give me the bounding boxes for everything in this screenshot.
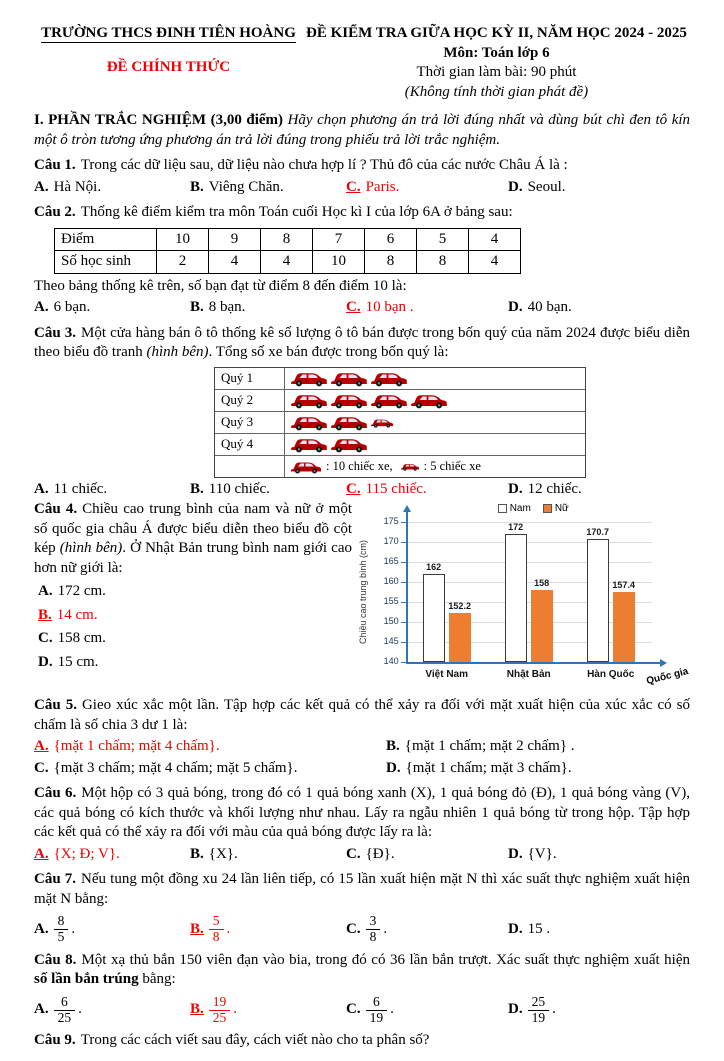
x-tick-label: Việt Nam — [425, 669, 468, 680]
bar-nam — [505, 534, 527, 662]
table-cell: Số học sinh — [55, 251, 157, 274]
option-letter: D. — [508, 1001, 523, 1018]
question-1-text-row — [34, 156, 690, 176]
question-3 — [34, 324, 690, 500]
question-2-question: Theo bảng thống kê trên, số bạn đạt từ điểm 8 đến điểm 10 là: — [34, 277, 407, 294]
option-d — [508, 298, 690, 318]
option-suffix: . — [552, 1001, 556, 1018]
small-car-icon — [400, 462, 420, 471]
option-c — [346, 298, 508, 318]
y-tick-label: 160 — [383, 576, 399, 586]
fraction — [528, 995, 550, 1026]
option-letter: C. — [34, 759, 49, 776]
y-tick-label: 165 — [383, 556, 399, 566]
pictogram-row-icons — [285, 434, 585, 455]
question-9 — [34, 1031, 690, 1051]
question-label: Câu 7. — [34, 871, 77, 887]
question-8-text-row — [34, 951, 690, 990]
question-label: Câu 2. — [34, 204, 76, 220]
option-a — [34, 178, 190, 198]
option-a — [34, 845, 190, 865]
question-label: Câu 9. — [34, 1032, 76, 1049]
fraction — [366, 995, 388, 1026]
option-a — [34, 914, 190, 945]
question-text: Trong các dữ liệu sau, dữ liệu nào chưa hợp lí ? Thủ đô của các nước Châu Á là : — [80, 157, 568, 173]
bar-nữ — [449, 613, 471, 662]
bar-value-label: 157.4 — [612, 580, 635, 591]
bar-value-label: 152.2 — [448, 601, 471, 612]
car-icon — [290, 435, 328, 453]
option-letter: C. — [346, 480, 361, 497]
question-7-text-row — [34, 870, 690, 909]
question-label: Câu 3. — [34, 324, 76, 341]
small-car-icon — [370, 417, 394, 428]
table-cell: 8 — [261, 228, 313, 251]
question-text: Trong các cách viết sau đây, cách viết nào cho ta phân số? — [80, 1032, 430, 1049]
option-text: Seoul. — [527, 178, 566, 195]
option-a — [34, 737, 386, 757]
question-8 — [34, 951, 690, 1026]
table-cell: 6 — [365, 228, 417, 251]
pictogram-row — [215, 368, 585, 390]
option-letter: A. — [34, 480, 49, 497]
table-cell: 5 — [417, 228, 469, 251]
y-tick-label: 175 — [383, 516, 399, 526]
bar-value-label: 158 — [534, 578, 550, 588]
section-instructions: Hãy chọn phương án trả lời đúng nhất và dùng bút chì đen tô kín một ô tròn tương ứng phương án trả lời đúng trong phiếu trả lời trắc nghiệm. — [34, 112, 691, 148]
option-c — [346, 178, 508, 198]
option-letter: D. — [508, 920, 523, 937]
question-text: Một cửa hàng bán ô tô thống kê số lượng ô tô bán được trong bốn quý của năm 2024 được biểu diễn theo biểu đồ tranh — [34, 324, 690, 360]
note-line: (Không tính thời gian phát đề) — [404, 83, 589, 100]
bar-value-label: 162 — [426, 562, 442, 572]
question-5 — [34, 696, 690, 778]
option-a — [34, 995, 190, 1026]
option-letter: B. — [190, 299, 204, 315]
option-c — [346, 480, 508, 500]
option-letter: D. — [508, 178, 523, 195]
option-text: 15 cm. — [57, 653, 99, 670]
option-letter: D. — [508, 480, 523, 497]
option-d — [508, 845, 690, 865]
option-text: {mặt 1 chấm; mặt 4 chấm}. — [53, 738, 220, 754]
fraction-numerator: 19 — [209, 995, 231, 1011]
question-2 — [34, 203, 690, 318]
bar-value-label: 172 — [508, 522, 524, 532]
car-icon — [330, 435, 368, 453]
question-label: Câu 5. — [34, 697, 77, 713]
question-6-text-row — [34, 784, 690, 843]
x-tick-label: Hàn Quốc — [587, 669, 635, 680]
option-d — [508, 920, 690, 940]
chart-legend — [498, 502, 569, 515]
fraction-denominator: 5 — [57, 928, 65, 944]
pictogram-row-label: Quý 2 — [215, 390, 285, 411]
question-label: Câu 1. — [34, 157, 76, 173]
bar-nam — [423, 574, 445, 662]
legend-label: Nữ — [554, 503, 569, 514]
option-letter: D. — [508, 299, 523, 315]
option-b — [190, 178, 346, 198]
pictogram-row-icons — [285, 368, 585, 389]
pictogram-chart — [214, 367, 586, 478]
school-name-text: TRƯỜNG THCS ĐINH TIÊN HOÀNG — [41, 25, 296, 41]
option-letter: A. — [34, 1001, 49, 1018]
pictogram-legend-text: : 10 chiếc xe, — [326, 458, 393, 473]
pictogram-legend-text: : 5 chiếc xe — [423, 458, 481, 473]
option-letter: B. — [190, 845, 204, 862]
table-cell: 9 — [209, 228, 261, 251]
option-text: Viêng Chăn. — [208, 178, 284, 195]
bar-chart-plot — [370, 502, 692, 690]
y-tick-label: 150 — [383, 616, 399, 626]
question-text-italic: (hình bên) — [59, 540, 123, 556]
legend-swatch — [498, 504, 507, 513]
y-tick-label: 170 — [383, 536, 399, 546]
question-text: Gieo xúc xắc một lần. Tập hợp các kết quả có thể xảy ra đối với mặt xuất hiện của xúc xắc có số chấm là số chia 3 dư 1 là: — [34, 697, 690, 733]
option-letter: C. — [38, 630, 53, 646]
question-3-options — [34, 480, 690, 500]
exam-title: ĐỀ KIỂM TRA GIỮA HỌC KỲ II, NĂM HỌC 2024 - 2025 — [306, 25, 687, 41]
question-text: . Ở Nhật Bản trung bình nam giới cao hơn nữ giới là: — [34, 540, 352, 576]
fraction-numerator: 6 — [54, 995, 76, 1011]
table-row — [55, 251, 521, 274]
question-text: Một xạ thủ bắn 150 viên đạn vào bia, trong đó có 36 lần bắn trượt. Xác suất thực nghiệm xuất hiện — [81, 951, 690, 968]
option-c — [346, 914, 508, 945]
fraction-denominator: 25 — [57, 1009, 72, 1025]
fraction — [366, 914, 381, 945]
option-d — [34, 653, 352, 673]
option-letter: A. — [34, 738, 49, 754]
option-b — [190, 995, 346, 1026]
option-letter: A. — [34, 178, 49, 195]
option-letter: C. — [346, 1001, 361, 1018]
option-suffix: . — [78, 1001, 82, 1018]
fraction-denominator: 19 — [369, 1009, 384, 1025]
bar-chart — [352, 500, 692, 690]
fraction-numerator: 25 — [528, 995, 550, 1011]
question-text: Chiều cao trung bình của nam và nữ ở một số quốc gia châu Á được biểu diễn theo biểu đồ cột kép — [34, 501, 352, 556]
option-letter: A. — [38, 583, 53, 599]
gridline — [406, 542, 652, 543]
fraction-denominator: 25 — [212, 1009, 227, 1025]
question-4-text-row — [34, 500, 352, 578]
fraction-denominator: 8 — [369, 928, 377, 944]
fraction-denominator: 19 — [531, 1009, 546, 1025]
option-text: {mặt 3 chấm; mặt 4 chấm; mặt 5 chấm}. — [53, 759, 298, 776]
option-a — [34, 298, 190, 318]
option-letter: C. — [346, 920, 361, 937]
y-tick-label: 140 — [383, 656, 399, 666]
question-3-text-row — [34, 324, 690, 363]
pictogram-legend-spacer — [215, 456, 285, 477]
option-text: 40 bạn. — [527, 299, 572, 315]
table-cell: 7 — [313, 228, 365, 251]
question-text: Nếu tung một đồng xu 24 lần liên tiếp, có 15 lần xuất hiện mặt N thì xác suất thực nghiệm xuất hiện mặt N bằng: — [34, 871, 690, 907]
question-label: Câu 8. — [34, 951, 77, 968]
table-cell: 10 — [313, 251, 365, 274]
bar-value-label: 170.7 — [586, 527, 609, 538]
option-letter: B. — [190, 1001, 204, 1018]
chart-x-axis-label: Quốc gia — [644, 665, 690, 688]
table-cell: 8 — [417, 251, 469, 274]
table-cell: Điểm — [55, 228, 157, 251]
option-a — [34, 582, 352, 602]
option-suffix: . — [390, 1001, 394, 1018]
option-c — [346, 845, 508, 865]
option-letter: A. — [34, 920, 49, 937]
fraction — [209, 995, 231, 1026]
option-a — [34, 480, 190, 500]
option-suffix: . — [226, 920, 231, 937]
bar-nam — [587, 539, 609, 662]
pictogram-row-icons — [285, 412, 585, 433]
legend-item — [543, 502, 569, 515]
question-label: Câu 6. — [34, 785, 77, 801]
option-text: {V}. — [527, 845, 557, 862]
question-2-intro — [34, 203, 690, 223]
pictogram-legend-items — [285, 456, 585, 477]
x-tick-label: Nhật Bản — [506, 669, 551, 680]
exam-header — [34, 24, 690, 102]
car-icon — [370, 369, 408, 387]
question-1 — [34, 156, 690, 197]
big-car-icon — [290, 459, 322, 474]
option-letter: B. — [190, 178, 204, 195]
option-text: {mặt 1 chấm; mặt 2 chấm} . — [404, 738, 575, 754]
question-text-bold: số lần bắn trúng — [34, 971, 139, 988]
question-6-options — [34, 845, 690, 865]
car-icon — [330, 413, 368, 431]
question-2-options — [34, 298, 690, 318]
bar-nữ — [613, 592, 635, 662]
option-d — [508, 480, 690, 500]
y-tick-label: 155 — [383, 596, 399, 606]
option-suffix: . — [233, 1001, 238, 1018]
duration-line: Thời gian làm bài: 90 phút — [416, 64, 577, 80]
header-right-column — [303, 24, 690, 102]
option-letter: C. — [346, 845, 361, 862]
fraction-denominator: 8 — [212, 928, 220, 944]
option-letter: C. — [346, 178, 361, 195]
option-text: 6 bạn. — [53, 299, 91, 315]
option-letter: D. — [386, 759, 401, 776]
table-cell: 4 — [469, 228, 521, 251]
legend-swatch — [543, 504, 552, 513]
option-letter: B. — [386, 738, 400, 754]
pictogram-row-icons — [285, 390, 585, 411]
option-suffix: . — [71, 920, 76, 937]
option-letter: A. — [34, 299, 49, 315]
option-letter: D. — [508, 845, 523, 862]
question-label: Câu 4. — [34, 501, 78, 517]
option-text: 115 chiếc. — [365, 480, 427, 497]
option-c — [34, 629, 352, 649]
option-text: 15 . — [527, 920, 551, 937]
car-icon — [290, 413, 328, 431]
pictogram-row-label: Quý 4 — [215, 434, 285, 455]
option-text: 8 bạn. — [208, 299, 246, 315]
option-letter: A. — [34, 845, 49, 862]
question-1-options — [34, 178, 690, 198]
fraction-numerator: 5 — [209, 914, 224, 930]
legend-label: Nam — [509, 503, 531, 514]
car-icon — [330, 391, 368, 409]
question-text-italic: (hình bên) — [146, 344, 209, 360]
option-text: {Đ}. — [365, 845, 395, 862]
car-icon — [410, 391, 448, 409]
question-5-text-row — [34, 696, 690, 735]
pictogram-row — [215, 434, 585, 456]
option-b — [386, 737, 690, 757]
option-text: 10 bạn . — [365, 299, 414, 315]
car-icon — [290, 391, 328, 409]
question-5-options — [34, 737, 690, 778]
option-c — [346, 995, 508, 1026]
pictogram-row — [215, 412, 585, 434]
car-icon — [370, 391, 408, 409]
option-text: {X}. — [208, 845, 238, 862]
option-letter: B. — [190, 920, 204, 937]
section-points: (3,00 điểm) — [210, 112, 284, 128]
option-text: 14 cm. — [56, 606, 98, 623]
x-axis-arrow — [660, 659, 667, 667]
option-text: Paris. — [365, 178, 400, 195]
option-d — [508, 995, 690, 1026]
option-b — [190, 845, 346, 865]
bar-nữ — [531, 590, 553, 662]
question-text: Thống kê điểm kiểm tra môn Toán cuối Học kì I của lớp 6A ở bảng sau: — [80, 204, 513, 220]
chart-y-axis-label: Chiều cao trung bình (cm) — [358, 539, 368, 645]
pictogram-row — [215, 390, 585, 412]
option-d — [386, 759, 690, 779]
y-tick-label: 145 — [383, 636, 399, 646]
table-cell: 4 — [209, 251, 261, 274]
question-4 — [34, 500, 690, 690]
option-text: 158 cm. — [57, 630, 106, 646]
fraction-numerator: 8 — [54, 914, 69, 930]
y-axis — [406, 512, 408, 664]
table-cell: 10 — [157, 228, 209, 251]
question-7 — [34, 870, 690, 945]
option-b — [34, 606, 352, 626]
option-b — [190, 480, 346, 500]
option-text: 11 chiếc. — [53, 480, 108, 497]
table-cell: 2 — [157, 251, 209, 274]
option-text: 110 chiếc. — [208, 480, 270, 497]
option-text: 12 chiếc. — [527, 480, 582, 497]
option-suffix: . — [383, 920, 388, 937]
exam-type-label: ĐỀ CHÍNH THỨC — [106, 58, 231, 75]
option-letter: B. — [38, 606, 52, 623]
section-title: I. PHẦN TRẮC NGHIỆM — [34, 112, 207, 128]
table-cell: 4 — [469, 251, 521, 274]
section-heading — [34, 111, 690, 150]
option-c — [34, 759, 386, 779]
question-text: Một hộp có 3 quả bóng, trong đó có 1 quả bóng xanh (X), 1 quả bóng đỏ (Đ), 1 quả bóng vàng (V), các quả bóng có kích thước và khối lượng như nhau. Lấy ra ngẫu nhiên 1 quả bóng từ trong hộp. Tập hợp các kết quả có thể xảy ra đối với màu của quả bóng được lấy ra là: — [34, 785, 690, 840]
school-name — [34, 24, 303, 44]
subject-line: Môn: Toán lớp 6 — [443, 44, 550, 61]
table-cell: 8 — [365, 251, 417, 274]
option-text: {X; Đ; V}. — [53, 845, 120, 862]
fraction — [54, 995, 76, 1026]
table-row — [55, 228, 521, 251]
pictogram-row-label: Quý 3 — [215, 412, 285, 433]
pictogram-legend — [215, 456, 585, 477]
option-letter: C. — [346, 299, 361, 315]
option-d — [508, 178, 690, 198]
legend-item — [498, 502, 531, 515]
question-8-options — [34, 995, 690, 1026]
question-4-left — [34, 500, 352, 690]
score-table — [54, 228, 521, 274]
option-text: Hà Nội. — [53, 178, 102, 195]
question-6 — [34, 784, 690, 864]
question-text: bằng: — [138, 971, 176, 988]
option-b — [190, 298, 346, 318]
option-letter: D. — [38, 653, 53, 670]
option-text: {mặt 1 chấm; mặt 3 chấm}. — [405, 759, 572, 776]
header-left-column — [34, 24, 303, 102]
fraction-numerator: 6 — [366, 995, 388, 1011]
fraction — [209, 914, 224, 945]
x-axis — [406, 662, 660, 664]
option-letter: B. — [190, 480, 204, 497]
car-icon — [330, 369, 368, 387]
question-7-options — [34, 914, 690, 945]
question-9-text-row — [34, 1031, 690, 1051]
car-icon — [290, 369, 328, 387]
fraction — [54, 914, 69, 945]
y-axis-arrow — [403, 505, 411, 512]
option-text: 172 cm. — [57, 583, 106, 599]
fraction-numerator: 3 — [366, 914, 381, 930]
question-text: . Tổng số xe bán được trong bốn quý là: — [208, 344, 449, 360]
option-b — [190, 914, 346, 945]
table-cell: 4 — [261, 251, 313, 274]
pictogram-row-label: Quý 1 — [215, 368, 285, 389]
